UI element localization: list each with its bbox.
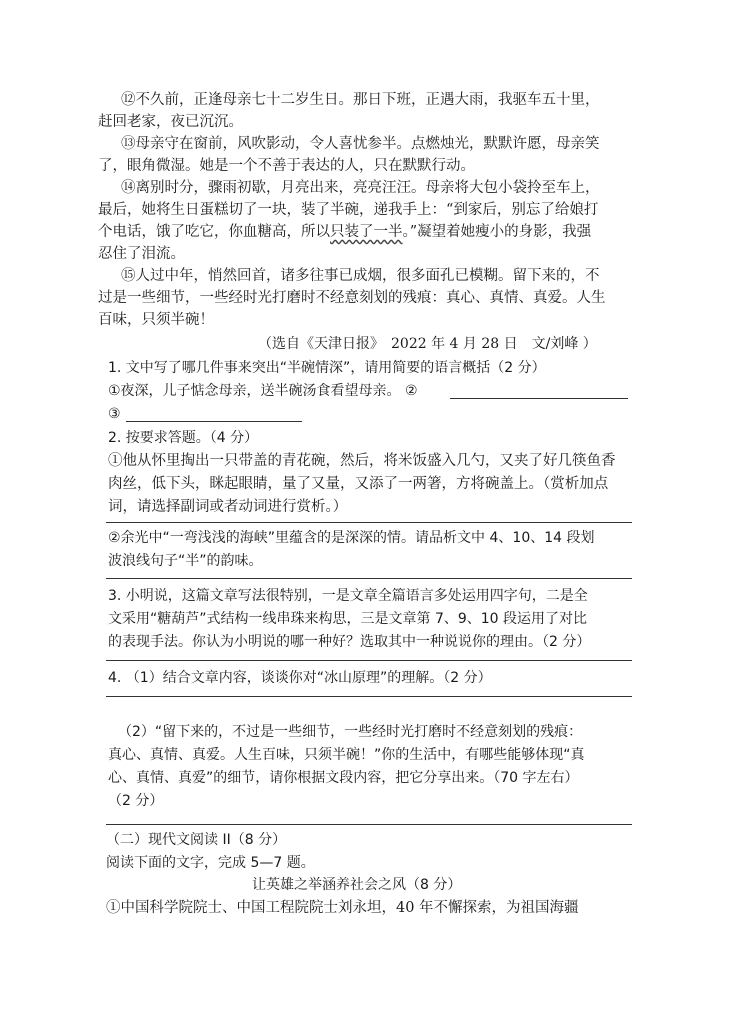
answer-line-q4-1: [106, 696, 632, 697]
answer-line-q3: [106, 660, 632, 661]
para-15-line-1: ⑮人过中年，悄然回首，诸多往事已成烟，很多面孔已模糊。留下来的，不: [121, 268, 600, 284]
para-13-line-2: 了，眼角微湿。她是一个不善于表达的人，只在默默行动。: [98, 158, 475, 174]
answer-blank-2: [450, 398, 628, 399]
section-2-instruction: 阅读下面的文字，完成 5—7 题。: [106, 855, 315, 871]
question-2-sub2-line-2: 波浪线句子“半”的韵味。: [108, 553, 263, 569]
wavy-underlined-phrase: 只装了一半: [330, 224, 403, 240]
answer-line-q2-2: [106, 578, 632, 579]
question-4-part-2-line-2: 真心、真情、真爱。人生百味，只须半碗！”你的生活中，有哪些能够体现“真: [108, 747, 585, 763]
question-4-part-2-line-4: （2 分）: [108, 793, 164, 809]
question-2-sub1-line-3: 词，请选择副词或者动词进行赏析。）: [108, 499, 348, 515]
answer-line-q2-1: [106, 522, 632, 523]
answer-line-q4-2: [106, 824, 632, 825]
question-4-part-2-line-1: （2）“留下来的，不过是一些细节，一些经时光打磨时不经意刻划的残痕：: [118, 724, 583, 740]
para-15-line-2: 过是一些细节，一些经时光打磨时不经意刻划的残痕：真心、真情、真爱。人生: [98, 290, 606, 306]
para-14-line-2: 最后，她将生日蛋糕切了一块，装了半碗，递我手上：“到家后，别忘了给娘打: [98, 202, 599, 218]
para-15-line-3: 百味，只须半碗！: [98, 312, 214, 328]
question-1-answer-3-label: ③: [108, 406, 121, 422]
para-14-line-3-start: 个电话，饿了吃它，你血糖高，所以: [98, 224, 330, 240]
section-2-heading: （二）现代文阅读 II（8 分）: [106, 832, 287, 848]
question-2-title: 2. 按要求答题。（4 分）: [108, 430, 259, 446]
question-3-line-3: 的表现手法。你认为小明说的哪一种好？选取其中一种说说你的理由。（2 分）: [108, 634, 591, 650]
para-12-line-2: 赶回老家，夜已沉沉。: [98, 114, 243, 130]
source-citation: （选自《天津日报》 2022 年 4 月 28 日 文/刘峰 ）: [258, 336, 597, 352]
para-12-line-1: ⑫不久前，正逢母亲七十二岁生日。那日下班，正遇大雨，我驱车五十里，: [121, 92, 600, 108]
question-4-part-1: 4. （1）结合文章内容，谈谈你对“冰山原理”的理解。（2 分）: [108, 670, 492, 686]
question-2-sub1-line-2: 肉丝，低下头，眯起眼睛，量了又量，又添了一两箸，方将碗盖上。（赏析加点: [108, 476, 609, 492]
answer-blank-3: [126, 421, 302, 422]
question-1-answer-1: ①夜深，儿子惦念母亲，送半碗汤食看望母亲。 ②: [108, 383, 418, 399]
para-14-line-4: 忍住了泪流。: [98, 246, 185, 262]
para-14-line-1: ⑭离别时分，骤雨初歇，月亮出来，亮亮汪汪。母亲将大包小袋拎至车上，: [121, 180, 600, 196]
question-4-part-2-line-3: 心、真情、真爱”的细节，请你根据文段内容，把它分享出来。（70 字左右）: [108, 770, 579, 786]
question-2-sub1-line-1: ①他从怀里掏出一只带盖的青花碗，然后，将米饭盛入几勺，又夹了好几筷鱼香: [108, 453, 616, 469]
article-first-line: ①中国科学院院士、中国工程院院士刘永坦，40 年不懈探索，为祖国海疆: [106, 900, 579, 916]
question-3-line-2: 文采用“糖葫芦”式结构一线串珠来构思，三是文章第 7、9、10 段运用了对比: [108, 611, 588, 627]
question-3-line-1: 3. 小明说，这篇文章写法很特别，一是文章全篇语言多处运用四字句，二是全: [108, 588, 588, 604]
article-title: 让英雄之举涵养社会之风（8 分）: [252, 877, 462, 893]
question-2-sub2-line-1: ②余光中“一弯浅浅的海峡”里蕴含的是深深的情。请品析文中 4、10、14 段划: [108, 530, 595, 546]
para-14-line-3: [98, 222, 591, 242]
para-13-line-1: ⑬母亲守在窗前，风吹影动，令人喜忧参半。点燃烛光，默默许愿，母亲笑: [121, 136, 600, 152]
question-1-title: 1. 文中写了哪几件事来突出“半碗情深”，请用简要的语言概括（2 分）: [108, 360, 546, 376]
para-14-line-3-end: 。”凝望着她瘦小的身影，我强: [402, 224, 592, 240]
